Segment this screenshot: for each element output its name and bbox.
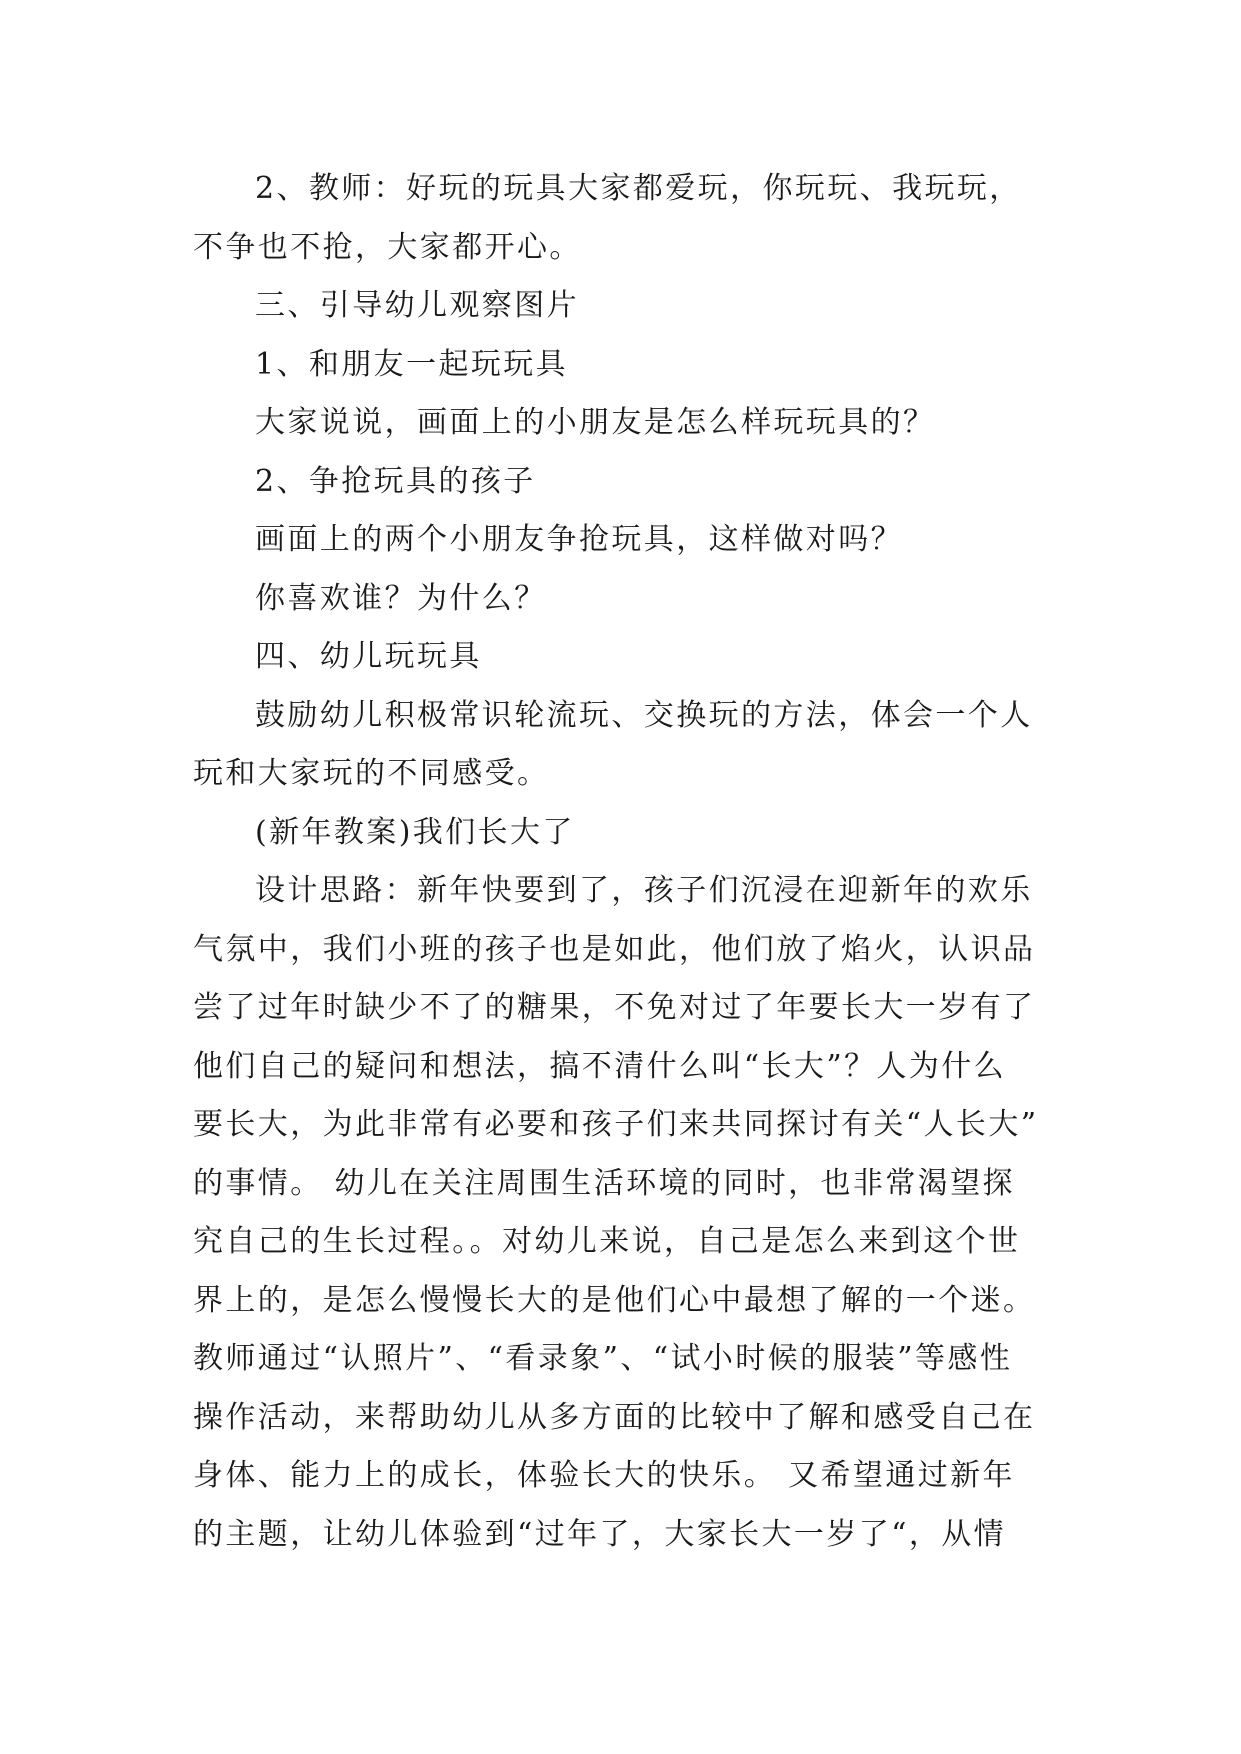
text-line: 三、引导幼儿观察图片 — [255, 288, 579, 323]
text-line: 四、幼儿玩玩具 — [255, 639, 482, 674]
text-line: 的主题，让幼儿体验到“过年了，大家长大一岁了“，从情 — [193, 1516, 1007, 1552]
text-line: 界上的，是怎么慢慢长大的是他们心中最想了解的一个迷。 — [193, 1282, 1036, 1318]
text-line: 操作活动，来帮助幼儿从多方面的比较中了解和感受自己在 — [193, 1399, 1036, 1435]
document-body — [193, 160, 1063, 1564]
text-line: 玩和大家玩的不同感受。 — [193, 756, 550, 791]
text-line: 2、教师：好玩的玩具大家都爱玩，你玩玩、我玩玩， — [255, 171, 1022, 206]
text-line: 身体、能力上的成长，体验长大的快乐。 又希望通过新年 — [193, 1458, 1015, 1493]
text-line: 要长大，为此非常有必要和孩子们来共同探讨有关“人长大” — [193, 1107, 1039, 1142]
text-line: 尝了过年时缺少不了的糖果，不免对过了年要长大一岁有了 — [193, 990, 1036, 1025]
text-line: 你喜欢谁？为什么？ — [255, 580, 547, 616]
text-line: 2、争抢玩具的孩子 — [255, 463, 536, 499]
text-line: 教师通过“认照片”、“看录象”、“试小时候的服装”等感性 — [193, 1341, 1013, 1376]
text-line: 究自己的生长过程。。对幼儿来说，自己是怎么来到这个世 — [193, 1224, 1021, 1259]
text-line: 设计思路：新年快要到了，孩子们沉浸在迎新年的欢乐 — [255, 873, 1033, 908]
text-line: 不争也不抢，大家都开心。 — [193, 229, 582, 265]
text-line: 1、和朋友一起玩玩具 — [255, 346, 569, 382]
text-line: (新年教案)我们长大了 — [255, 814, 575, 850]
text-line: 画面上的两个小朋友争抢玩具，这样做对吗？ — [255, 522, 903, 557]
text-line: 大家说说，画面上的小朋友是怎么样玩玩具的？ — [255, 405, 936, 440]
text-line: 气氛中，我们小班的孩子也是如此，他们放了焰火，认识品 — [193, 931, 1036, 967]
text-line: 他们自己的疑问和想法，搞不清什么叫“长大”？人为什么 — [193, 1048, 1007, 1084]
text-line: 的事情。 幼儿在关注周围生活环境的同时，也非常渴望探 — [193, 1165, 1015, 1201]
text-line: 鼓励幼儿积极常识轮流玩、交换玩的方法，体会一个人 — [255, 697, 1033, 733]
